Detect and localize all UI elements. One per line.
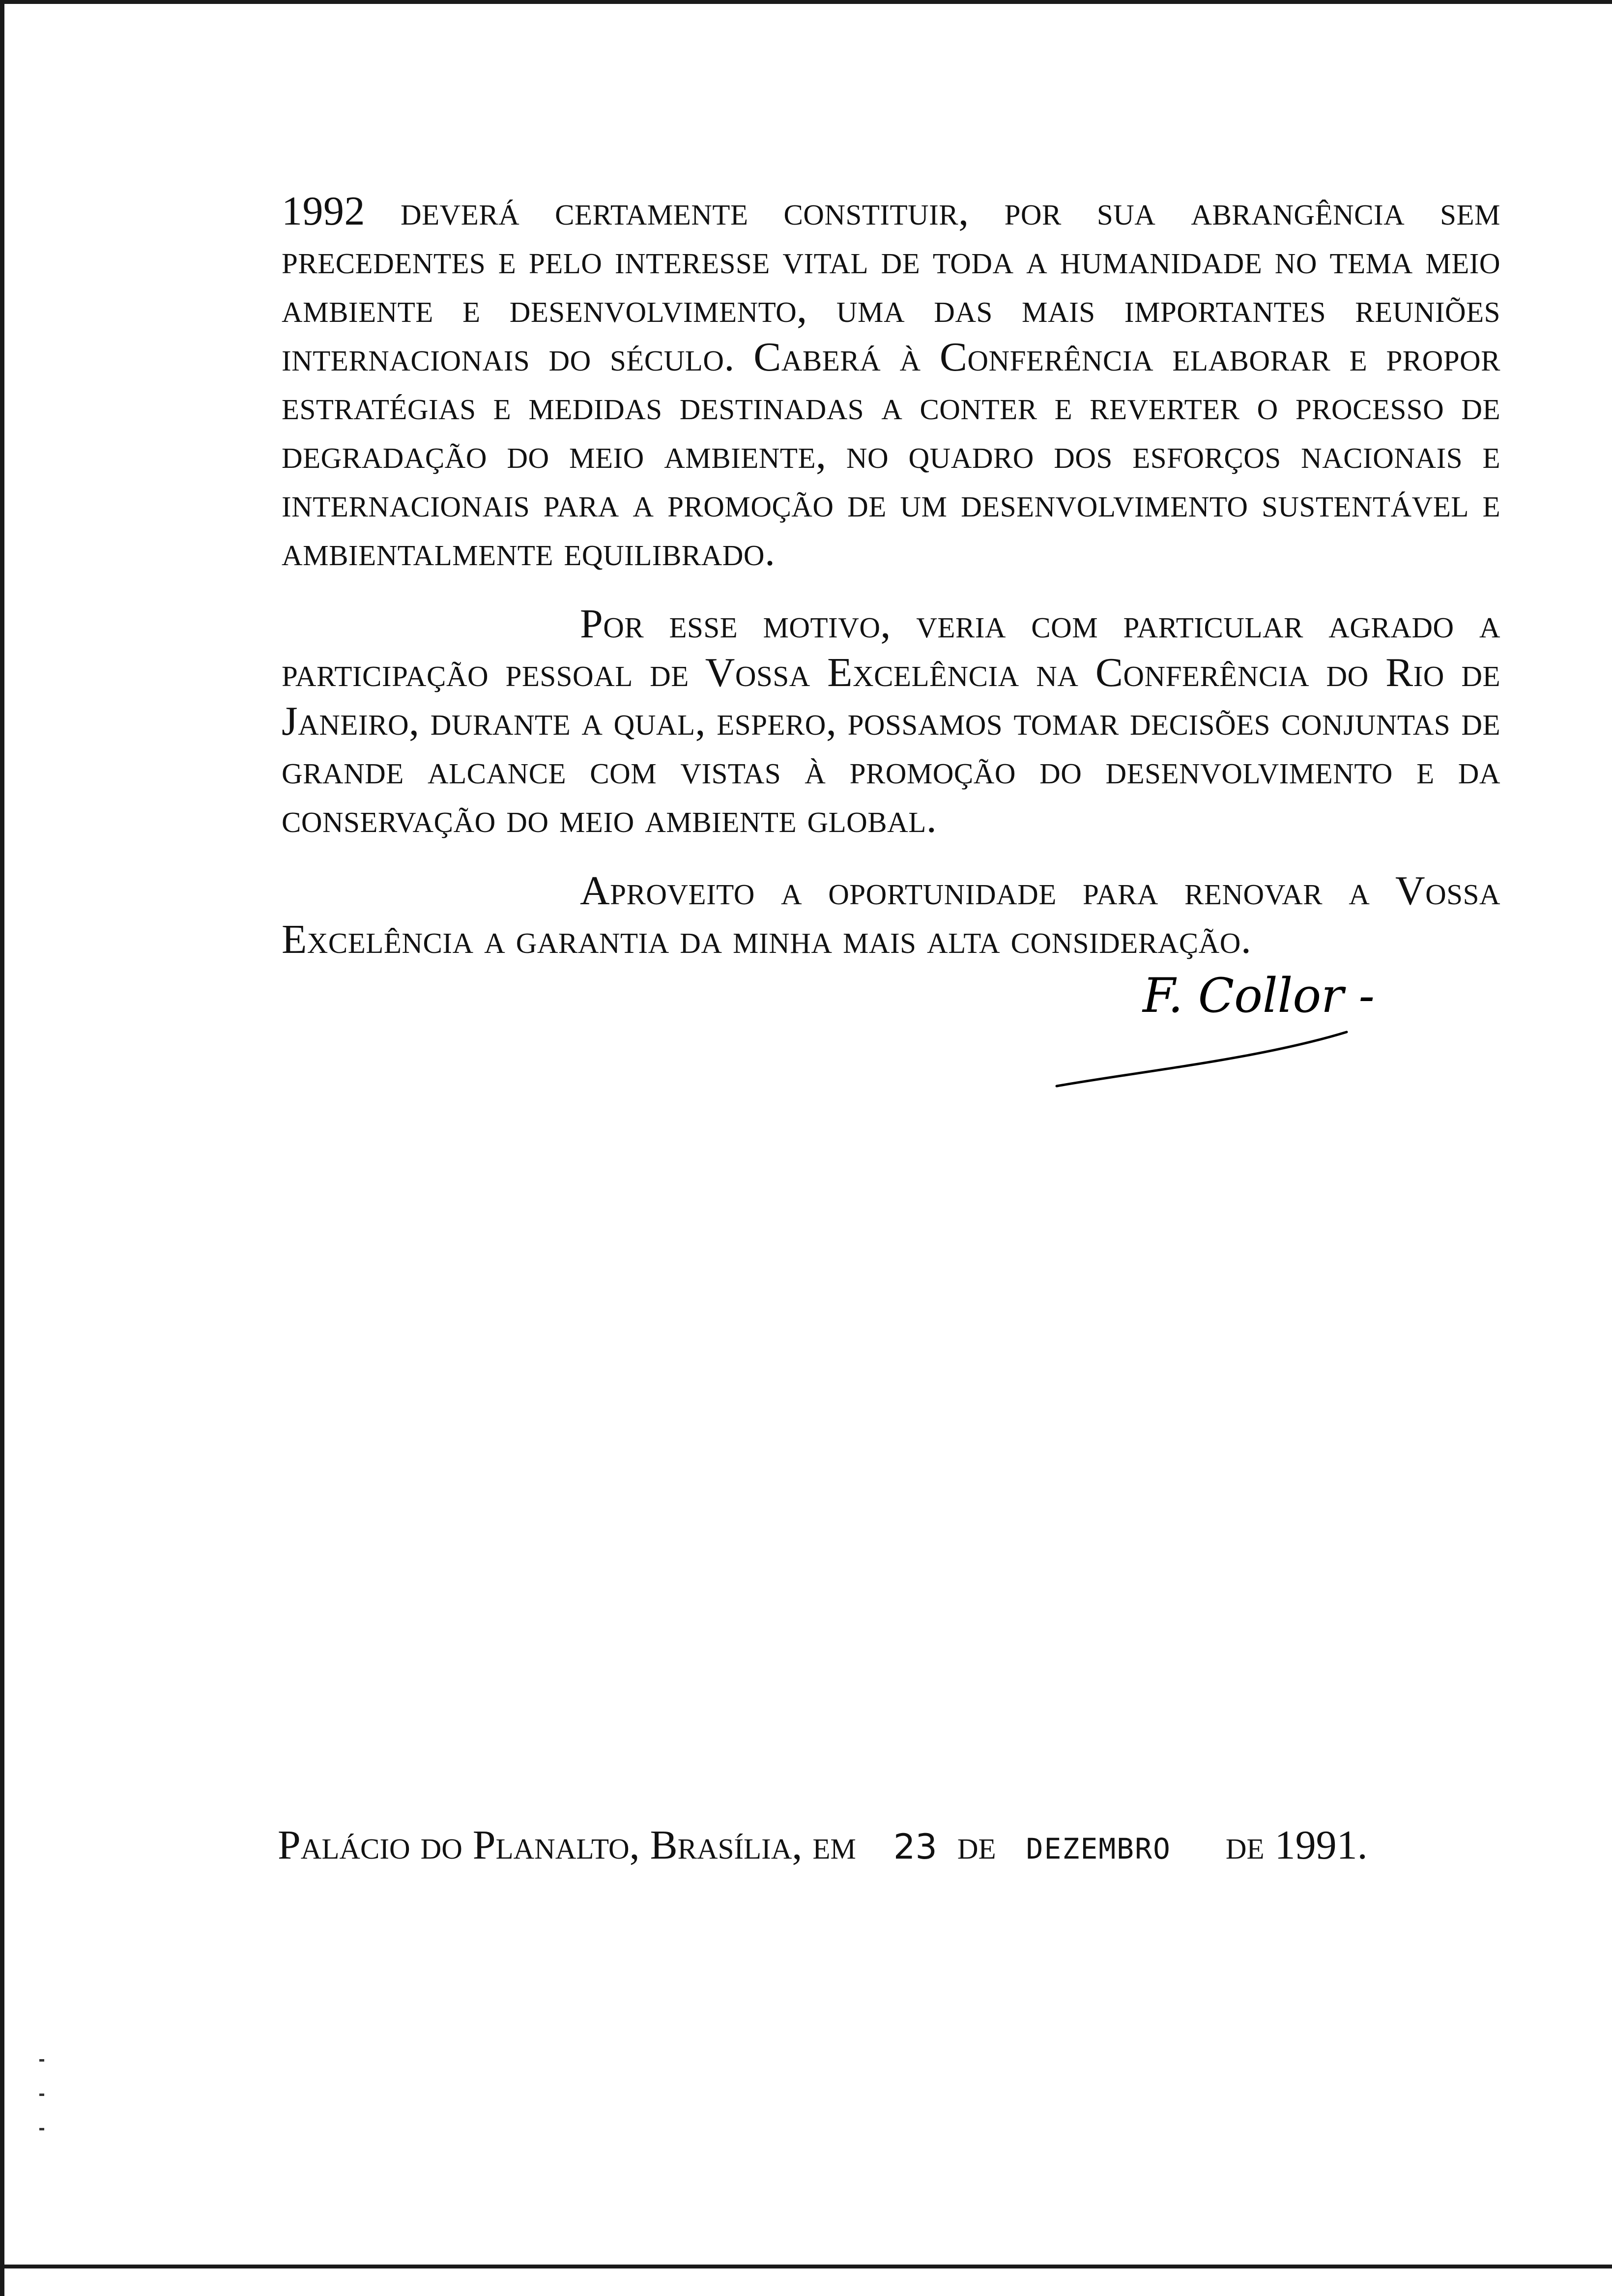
scan-border-left	[0, 0, 4, 2296]
paragraph-3: Aproveito a oportunidade para renovar a Vossa Excelência a garantia da minha mais alta consideração.	[282, 868, 1500, 962]
paragraph-1: 1992 deverá certamente constituir, por sua abrangência sem precedentes e pelo interesse vital de toda a humanidade no tema meio ambiente e desenvolvimento, uma das mais importantes reuniões internacionais do século. Caberá à Conferência elaborar e propor estratégias e medidas destinadas a conter e reverter o processo de degradação do meio ambiente, no quadro dos esforços nacionais e internacionais para a promoção de um desenvolvimento sustentável e ambientalmente equilibrado.	[282, 188, 1500, 574]
letter-body	[282, 187, 1500, 964]
handwritten-signature	[1052, 968, 1375, 1101]
dateline-day: 23	[893, 1827, 937, 1867]
dateline-month: DEZEMBRO	[1026, 1832, 1171, 1866]
dateline-year: de 1991.	[1225, 1822, 1368, 1868]
dateline	[278, 1821, 1457, 1873]
scan-speck	[39, 2059, 44, 2062]
signature-handwriting: F. Collor -	[1143, 968, 1375, 1023]
scan-speck	[39, 2128, 44, 2130]
scan-speck	[39, 2094, 44, 2096]
signature-underline	[1052, 968, 1356, 1101]
scan-border-bottom	[0, 2265, 1612, 2268]
dateline-de: de	[957, 1822, 996, 1868]
dateline-place: Palácio do Planalto, Brasília, em	[278, 1822, 856, 1868]
scan-border-top	[0, 0, 1612, 4]
paragraph-2: Por esse motivo, veria com particular agrado a participação pessoal de Vossa Excelência na Conferência do Rio de Janeiro, durante a qual, espero, possamos tomar decisões conjuntas de grande alcance com vistas à promoção do desenvolvimento e da conservação do meio ambiente global.	[282, 601, 1500, 841]
